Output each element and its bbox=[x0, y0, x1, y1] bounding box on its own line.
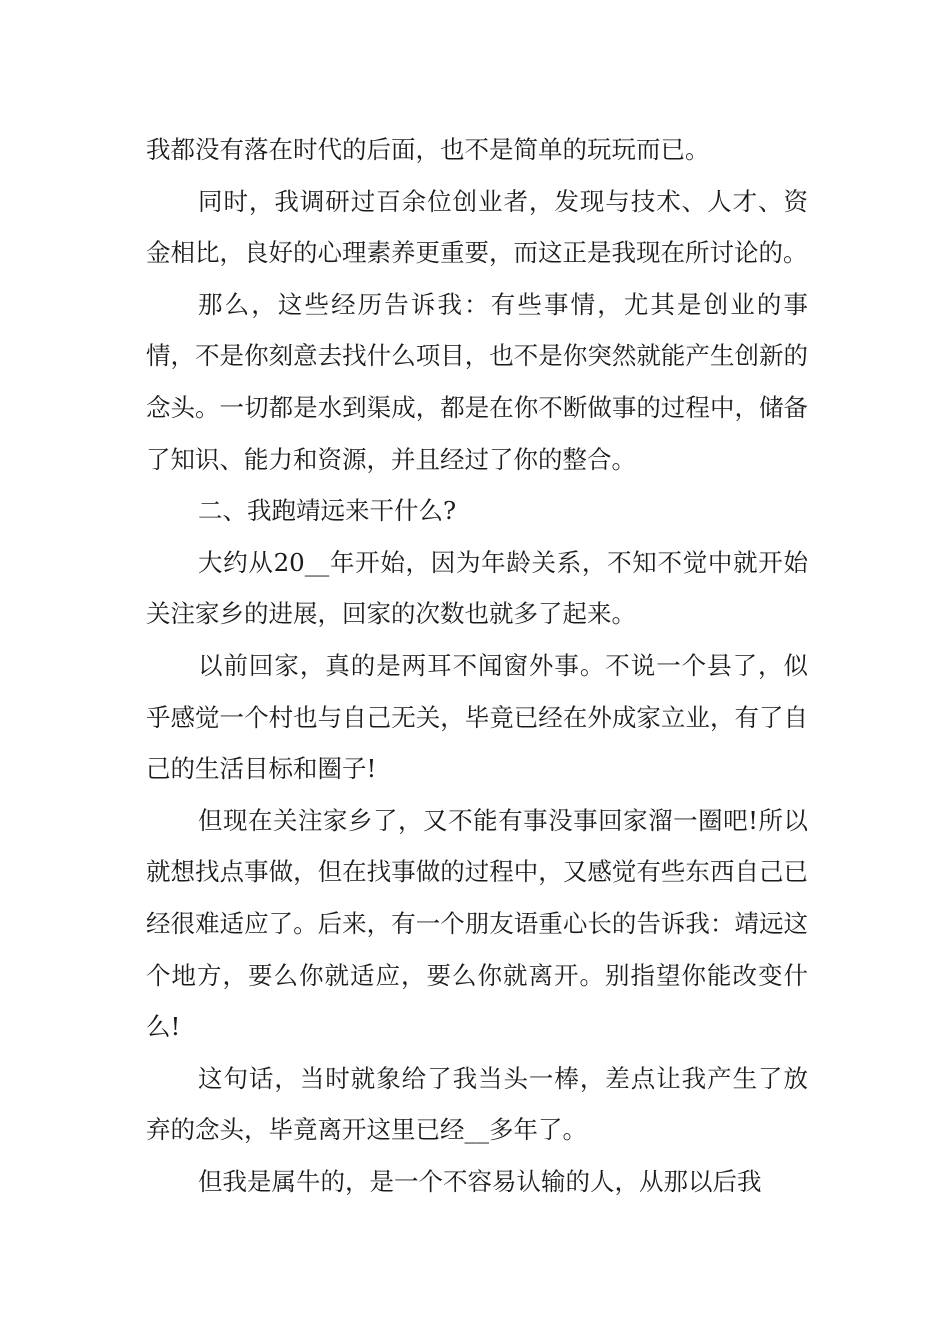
paragraph-5: 大约从20__年开始，因为年龄关系，不知不觉中就开始关注家乡的进展，回家的次数也就多了起来。 bbox=[146, 547, 808, 629]
paragraph-3: 那么，这些经历告诉我：有些事情，尤其是创业的事情，不是你刻意去找什么项目，也不是你突然就能产生创新的念头。一切都是水到渠成，都是在你不断做事的过程中，储备了知识、能力和资源，并且经过了你的整合。 bbox=[146, 289, 808, 474]
paragraph-8: 这句话，当时就象给了我当头一棒，差点让我产生了放弃的念头，毕竟离开这里已经__多年了。 bbox=[146, 1063, 808, 1145]
paragraph-2: 同时，我调研过百余位创业者，发现与技术、人才、资金相比，良好的心理素养更重要，而这正是我现在所讨论的。 bbox=[146, 186, 808, 268]
paragraph-1: 我都没有落在时代的后面，也不是简单的玩玩而已。 bbox=[146, 135, 710, 164]
paragraph-7: 但现在关注家乡了，又不能有事没事回家溜一圈吧!所以就想找点事做，但在找事做的过程中，又感觉有些东西自己已经很难适应了。后来，有一个朋友语重心长的告诉我：靖远这个地方，要么你就适应，要么你就离开。别指望你能改变什么! bbox=[146, 805, 808, 1042]
document-body bbox=[146, 124, 808, 1207]
section-heading: 二、我跑靖远来干什么? bbox=[198, 496, 457, 526]
paragraph-9: 但我是属牛的，是一个不容易认输的人，从那以后我 bbox=[198, 1166, 762, 1196]
paragraph-6: 以前回家，真的是两耳不闻窗外事。不说一个县了，似乎感觉一个村也与自己无关，毕竟已经在外成家立业，有了自己的生活目标和圈子! bbox=[146, 650, 808, 784]
